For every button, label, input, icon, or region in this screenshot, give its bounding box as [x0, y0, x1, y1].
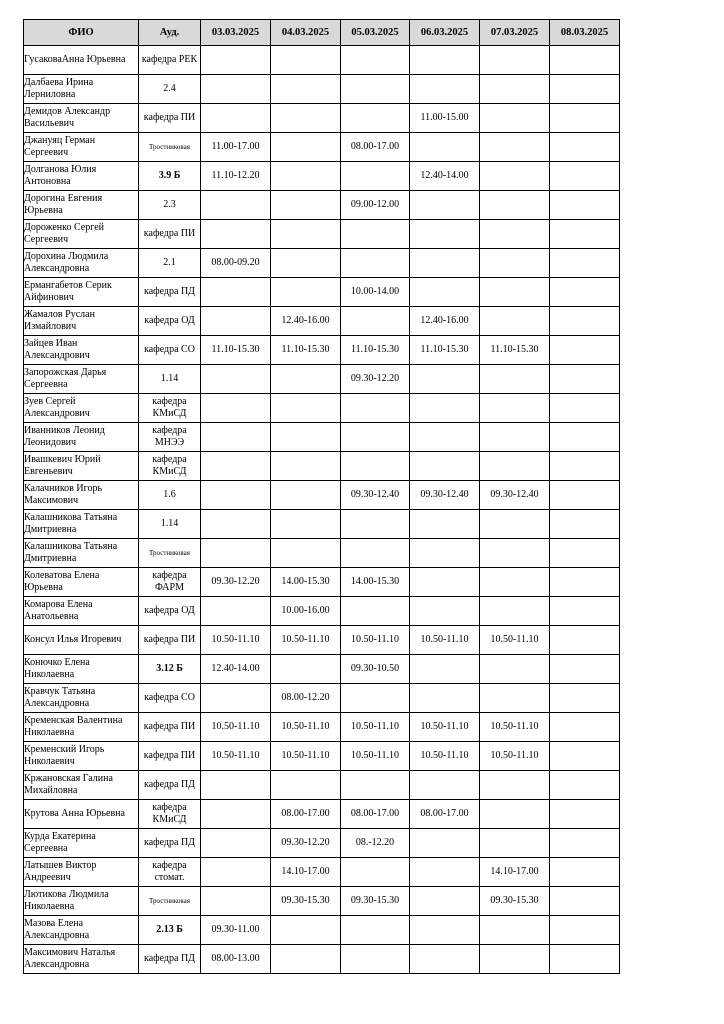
- time-cell: 12.40-14.00: [410, 162, 480, 191]
- table-row: [24, 742, 620, 771]
- time-cell: [341, 220, 410, 249]
- time-cell: 09.30-15.30: [271, 887, 341, 916]
- table-row: [24, 539, 620, 568]
- room-cell: кафедра СО: [139, 684, 201, 713]
- room-cell: кафедра СО: [139, 336, 201, 365]
- header-date: 08.03.2025: [550, 20, 620, 46]
- time-cell: 10.50-11.10: [271, 742, 341, 771]
- time-cell: [201, 46, 271, 75]
- teacher-name-cell: Демидов Александр Васильевич: [24, 104, 139, 133]
- time-cell: 10.50-11.10: [201, 626, 271, 655]
- time-cell: [550, 336, 620, 365]
- time-cell: [341, 510, 410, 539]
- time-cell: 10.50-11.10: [341, 742, 410, 771]
- table-row: [24, 510, 620, 539]
- time-cell: 14.00-15.30: [341, 568, 410, 597]
- teacher-name-cell: Максимович Наталья Александровна: [24, 945, 139, 974]
- teacher-name-cell: Ивашкевич Юрий Евгеньевич: [24, 452, 139, 481]
- time-cell: [341, 597, 410, 626]
- time-cell: [271, 655, 341, 684]
- table-row: [24, 249, 620, 278]
- header-date: 07.03.2025: [480, 20, 550, 46]
- time-cell: [550, 626, 620, 655]
- time-cell: [271, 771, 341, 800]
- teacher-name-cell: Дороженко Сергей Сергеевич: [24, 220, 139, 249]
- time-cell: [480, 771, 550, 800]
- time-cell: [550, 220, 620, 249]
- time-cell: [341, 75, 410, 104]
- table-row: [24, 568, 620, 597]
- time-cell: [271, 481, 341, 510]
- time-cell: [271, 916, 341, 945]
- table-row: [24, 800, 620, 829]
- time-cell: [341, 394, 410, 423]
- time-cell: [410, 278, 480, 307]
- time-cell: [201, 307, 271, 336]
- table-row: [24, 481, 620, 510]
- teacher-name-cell: Кржановская Галина Михайловна: [24, 771, 139, 800]
- time-cell: [480, 829, 550, 858]
- teacher-name-cell: Иванников Леонид Леонидович: [24, 423, 139, 452]
- time-cell: 14.10-17.00: [480, 858, 550, 887]
- time-cell: 10.50-11.10: [341, 626, 410, 655]
- teacher-name-cell: Консул Илья Игоревич: [24, 626, 139, 655]
- teacher-name-cell: Жамалов Руслан Измайлович: [24, 307, 139, 336]
- time-cell: [480, 539, 550, 568]
- room-cell: кафедра ПИ: [139, 742, 201, 771]
- room-cell: кафедра КМиСД: [139, 800, 201, 829]
- time-cell: 10.50-11.10: [410, 742, 480, 771]
- time-cell: [271, 75, 341, 104]
- time-cell: [271, 394, 341, 423]
- time-cell: 09.30-15.30: [341, 887, 410, 916]
- time-cell: [480, 394, 550, 423]
- time-cell: [550, 539, 620, 568]
- teacher-name-cell: Зайцев Иван Александрович: [24, 336, 139, 365]
- schedule-table: [23, 19, 620, 974]
- time-cell: [550, 365, 620, 394]
- time-cell: 10.50-11.10: [201, 742, 271, 771]
- time-cell: [410, 829, 480, 858]
- room-cell: кафедра РЕК: [139, 46, 201, 75]
- time-cell: [271, 539, 341, 568]
- time-cell: [550, 829, 620, 858]
- room-cell: кафедра ПИ: [139, 220, 201, 249]
- time-cell: [550, 452, 620, 481]
- teacher-name-cell: Кравчук Татьяна Александровна: [24, 684, 139, 713]
- time-cell: [480, 133, 550, 162]
- time-cell: [201, 394, 271, 423]
- time-cell: 08.00-13.00: [201, 945, 271, 974]
- time-cell: 11.10-15.30: [341, 336, 410, 365]
- time-cell: 10.00-14.00: [341, 278, 410, 307]
- time-cell: [410, 945, 480, 974]
- time-cell: [480, 220, 550, 249]
- time-cell: [480, 510, 550, 539]
- table-row: [24, 191, 620, 220]
- header-name: ФИО: [24, 20, 139, 46]
- table-row: [24, 104, 620, 133]
- room-cell: 1.6: [139, 481, 201, 510]
- time-cell: [410, 75, 480, 104]
- time-cell: 12.40-16.00: [271, 307, 341, 336]
- teacher-name-cell: Курда Екатерина Сергеевна: [24, 829, 139, 858]
- room-cell: 1.14: [139, 365, 201, 394]
- time-cell: [480, 191, 550, 220]
- time-cell: [201, 452, 271, 481]
- time-cell: 10.50-11.10: [480, 713, 550, 742]
- room-cell: 2.3: [139, 191, 201, 220]
- time-cell: [550, 858, 620, 887]
- time-cell: [341, 162, 410, 191]
- table-row: [24, 771, 620, 800]
- time-cell: [271, 423, 341, 452]
- time-cell: 10.50-11.10: [410, 626, 480, 655]
- time-cell: 10.50-11.10: [271, 713, 341, 742]
- time-cell: 09.30-12.40: [341, 481, 410, 510]
- time-cell: 11.00-15.00: [410, 104, 480, 133]
- time-cell: 12.40-14.00: [201, 655, 271, 684]
- time-cell: 10.50-11.10: [480, 742, 550, 771]
- time-cell: [410, 365, 480, 394]
- time-cell: [201, 278, 271, 307]
- teacher-name-cell: Комарова Елена Анатольевна: [24, 597, 139, 626]
- time-cell: [341, 104, 410, 133]
- table-row: [24, 278, 620, 307]
- table-row: [24, 307, 620, 336]
- time-cell: [550, 916, 620, 945]
- teacher-name-cell: Далбаева Ирина Лерниловна: [24, 75, 139, 104]
- room-cell: кафедра ОД: [139, 597, 201, 626]
- time-cell: [480, 945, 550, 974]
- teacher-name-cell: Долганова Юлия Антоновна: [24, 162, 139, 191]
- table-row: [24, 162, 620, 191]
- time-cell: [550, 46, 620, 75]
- table-row: [24, 394, 620, 423]
- header-date: 05.03.2025: [341, 20, 410, 46]
- time-cell: [271, 365, 341, 394]
- table-row: [24, 220, 620, 249]
- time-cell: 08.00-17.00: [341, 133, 410, 162]
- room-cell: 3.12 Б: [139, 655, 201, 684]
- time-cell: [410, 394, 480, 423]
- time-cell: [550, 771, 620, 800]
- time-cell: [480, 249, 550, 278]
- time-cell: [341, 858, 410, 887]
- time-cell: [201, 539, 271, 568]
- time-cell: [201, 191, 271, 220]
- time-cell: [201, 800, 271, 829]
- room-cell: кафедра ОД: [139, 307, 201, 336]
- time-cell: [341, 249, 410, 278]
- room-cell: кафедра ПД: [139, 945, 201, 974]
- room-cell: кафедра ПИ: [139, 713, 201, 742]
- room-cell: 2.1: [139, 249, 201, 278]
- time-cell: 09.30-12.40: [480, 481, 550, 510]
- room-cell: 1.14: [139, 510, 201, 539]
- table-row: [24, 423, 620, 452]
- time-cell: [271, 510, 341, 539]
- time-cell: 08.00-12.20: [271, 684, 341, 713]
- time-cell: [410, 46, 480, 75]
- room-cell: кафедра МНЭЭ: [139, 423, 201, 452]
- time-cell: [341, 771, 410, 800]
- header-date: 03.03.2025: [201, 20, 271, 46]
- room-cell: кафедра ПД: [139, 278, 201, 307]
- time-cell: 11.10-15.30: [480, 336, 550, 365]
- time-cell: [410, 191, 480, 220]
- time-cell: [480, 423, 550, 452]
- time-cell: [341, 452, 410, 481]
- time-cell: [480, 568, 550, 597]
- time-cell: [550, 278, 620, 307]
- time-cell: [201, 75, 271, 104]
- table-row: [24, 46, 620, 75]
- time-cell: [550, 307, 620, 336]
- time-cell: [201, 858, 271, 887]
- table-row: [24, 452, 620, 481]
- time-cell: [480, 104, 550, 133]
- time-cell: [341, 539, 410, 568]
- table-row: [24, 597, 620, 626]
- time-cell: 11.10-15.30: [201, 336, 271, 365]
- time-cell: [271, 104, 341, 133]
- time-cell: [410, 916, 480, 945]
- teacher-name-cell: Джануяц Герман Сергеевич: [24, 133, 139, 162]
- time-cell: [271, 133, 341, 162]
- table-row: [24, 684, 620, 713]
- room-cell: кафедра стомат.: [139, 858, 201, 887]
- time-cell: [480, 597, 550, 626]
- time-cell: [341, 916, 410, 945]
- header-date: 04.03.2025: [271, 20, 341, 46]
- time-cell: 10.50-11.10: [341, 713, 410, 742]
- time-cell: [410, 858, 480, 887]
- time-cell: [410, 771, 480, 800]
- time-cell: [201, 104, 271, 133]
- time-cell: [550, 394, 620, 423]
- time-cell: [410, 684, 480, 713]
- teacher-name-cell: Калачников Игорь Максимович: [24, 481, 139, 510]
- time-cell: [480, 684, 550, 713]
- time-cell: [550, 568, 620, 597]
- time-cell: [410, 568, 480, 597]
- time-cell: [550, 597, 620, 626]
- time-cell: [341, 684, 410, 713]
- time-cell: [410, 655, 480, 684]
- time-cell: [341, 945, 410, 974]
- teacher-name-cell: Запорожская Дарья Сергеевна: [24, 365, 139, 394]
- time-cell: 08.00-17.00: [410, 800, 480, 829]
- table-row: [24, 133, 620, 162]
- time-cell: [341, 46, 410, 75]
- table-row: [24, 365, 620, 394]
- time-cell: [271, 191, 341, 220]
- time-cell: [550, 191, 620, 220]
- time-cell: 08.00-17.00: [341, 800, 410, 829]
- time-cell: [201, 887, 271, 916]
- time-cell: [480, 365, 550, 394]
- time-cell: [550, 887, 620, 916]
- teacher-name-cell: Кременская Валентина Николаевна: [24, 713, 139, 742]
- room-cell: кафедра ПД: [139, 829, 201, 858]
- time-cell: [480, 800, 550, 829]
- time-cell: 10.50-11.10: [480, 626, 550, 655]
- time-cell: [341, 307, 410, 336]
- time-cell: [480, 162, 550, 191]
- time-cell: [410, 510, 480, 539]
- teacher-name-cell: Лютикова Людмила Николаевна: [24, 887, 139, 916]
- room-cell: 3.9 Б: [139, 162, 201, 191]
- time-cell: [480, 655, 550, 684]
- time-cell: 12.40-16.00: [410, 307, 480, 336]
- time-cell: [410, 220, 480, 249]
- time-cell: [550, 742, 620, 771]
- time-cell: [550, 945, 620, 974]
- time-cell: [410, 133, 480, 162]
- table-row: [24, 829, 620, 858]
- time-cell: 09.30-11.00: [201, 916, 271, 945]
- room-cell: Тростниковая: [139, 887, 201, 916]
- time-cell: 10.00-16.00: [271, 597, 341, 626]
- time-cell: [271, 452, 341, 481]
- time-cell: 08.-12.20: [341, 829, 410, 858]
- room-cell: кафедра ФАРМ: [139, 568, 201, 597]
- room-cell: кафедра КМиСД: [139, 452, 201, 481]
- teacher-name-cell: Ермангабетов Серик Айфинович: [24, 278, 139, 307]
- time-cell: [410, 452, 480, 481]
- time-cell: [550, 713, 620, 742]
- time-cell: [480, 307, 550, 336]
- time-cell: [341, 423, 410, 452]
- room-cell: 2.13 Б: [139, 916, 201, 945]
- time-cell: 09.30-15.30: [480, 887, 550, 916]
- time-cell: [410, 597, 480, 626]
- time-cell: [480, 278, 550, 307]
- teacher-name-cell: Кременский Игорь Николаевич: [24, 742, 139, 771]
- time-cell: [550, 162, 620, 191]
- time-cell: [550, 75, 620, 104]
- teacher-name-cell: Латышев Виктор Андреевич: [24, 858, 139, 887]
- time-cell: [550, 655, 620, 684]
- time-cell: [271, 46, 341, 75]
- time-cell: 09.30-12.40: [410, 481, 480, 510]
- teacher-name-cell: Калашникова Татьяна Дмитриевна: [24, 510, 139, 539]
- table-row: [24, 858, 620, 887]
- time-cell: [410, 539, 480, 568]
- time-cell: 11.00-17.00: [201, 133, 271, 162]
- time-cell: [550, 104, 620, 133]
- teacher-name-cell: Калашникова Татьяна Дмитриевна: [24, 539, 139, 568]
- table-row: [24, 75, 620, 104]
- time-cell: [201, 423, 271, 452]
- table-row: [24, 655, 620, 684]
- time-cell: 09.30-12.20: [341, 365, 410, 394]
- time-cell: [201, 829, 271, 858]
- time-cell: [410, 423, 480, 452]
- time-cell: [410, 249, 480, 278]
- time-cell: [550, 249, 620, 278]
- time-cell: [201, 220, 271, 249]
- table-row: [24, 713, 620, 742]
- time-cell: [201, 597, 271, 626]
- header-room: Ауд.: [139, 20, 201, 46]
- time-cell: [550, 800, 620, 829]
- time-cell: [550, 133, 620, 162]
- time-cell: [550, 481, 620, 510]
- time-cell: [480, 46, 550, 75]
- table-row: [24, 916, 620, 945]
- room-cell: Тростниковая: [139, 133, 201, 162]
- time-cell: 09.30-12.20: [271, 829, 341, 858]
- teacher-name-cell: Дорохина Людмила Александровна: [24, 249, 139, 278]
- time-cell: [410, 887, 480, 916]
- time-cell: [201, 365, 271, 394]
- table-row: [24, 336, 620, 365]
- time-cell: 11.10-15.30: [410, 336, 480, 365]
- teacher-name-cell: Зуев Сергей Александрович: [24, 394, 139, 423]
- time-cell: 14.10-17.00: [271, 858, 341, 887]
- time-cell: [550, 684, 620, 713]
- teacher-name-cell: Колеватова Елена Юрьевна: [24, 568, 139, 597]
- time-cell: [201, 481, 271, 510]
- time-cell: 10.50-11.10: [271, 626, 341, 655]
- time-cell: [550, 423, 620, 452]
- time-cell: 11.10-15.30: [271, 336, 341, 365]
- room-cell: кафедра ПИ: [139, 626, 201, 655]
- teacher-name-cell: Крутова Анна Юрьевна: [24, 800, 139, 829]
- time-cell: 10.50-11.10: [410, 713, 480, 742]
- time-cell: [271, 249, 341, 278]
- time-cell: [550, 510, 620, 539]
- teacher-name-cell: Дорогина Евгения Юрьевна: [24, 191, 139, 220]
- time-cell: 08.00-17.00: [271, 800, 341, 829]
- time-cell: [480, 452, 550, 481]
- time-cell: 09.30-12.20: [201, 568, 271, 597]
- time-cell: [480, 916, 550, 945]
- teacher-name-cell: Мазова Елена Александровна: [24, 916, 139, 945]
- room-cell: кафедра ПИ: [139, 104, 201, 133]
- header-row: [24, 20, 620, 46]
- room-cell: кафедра ПД: [139, 771, 201, 800]
- time-cell: [271, 220, 341, 249]
- time-cell: [201, 771, 271, 800]
- teacher-name-cell: Конючко Елена Николаевна: [24, 655, 139, 684]
- time-cell: [271, 278, 341, 307]
- time-cell: [271, 945, 341, 974]
- room-cell: Тростниковая: [139, 539, 201, 568]
- time-cell: 10.50-11.10: [201, 713, 271, 742]
- table-row: [24, 945, 620, 974]
- time-cell: [480, 75, 550, 104]
- time-cell: 09.00-12.00: [341, 191, 410, 220]
- time-cell: 09.30-10.50: [341, 655, 410, 684]
- time-cell: [201, 510, 271, 539]
- time-cell: 11.10-12.20: [201, 162, 271, 191]
- room-cell: кафедра КМиСД: [139, 394, 201, 423]
- room-cell: 2.4: [139, 75, 201, 104]
- table-row: [24, 887, 620, 916]
- time-cell: [271, 162, 341, 191]
- header-date: 06.03.2025: [410, 20, 480, 46]
- time-cell: 08.00-09.20: [201, 249, 271, 278]
- teacher-name-cell: ГусаковаАнна Юрьевна: [24, 46, 139, 75]
- table-row: [24, 626, 620, 655]
- time-cell: 14.00-15.30: [271, 568, 341, 597]
- time-cell: [201, 684, 271, 713]
